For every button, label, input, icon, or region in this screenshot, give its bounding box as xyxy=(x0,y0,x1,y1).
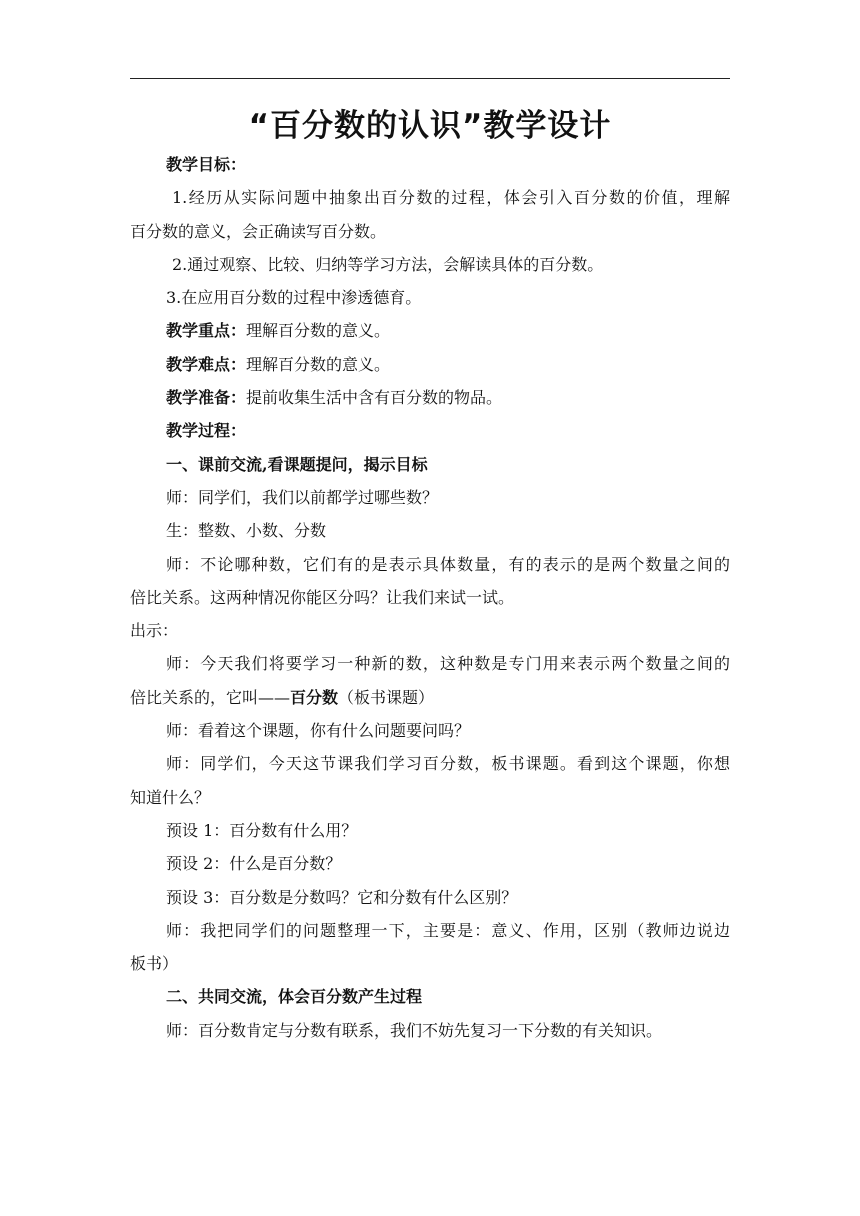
objective-3: 3.在应用百分数的过程中渗透德育。 xyxy=(166,288,422,308)
paragraph: 师：看着这个课题，你有什么问题要问吗？ xyxy=(166,721,471,741)
key-point xyxy=(130,314,730,347)
objective-1-line2: 百分数的意义，会正确读写百分数。 xyxy=(130,221,387,241)
paragraph: 预设 1：百分数有什么用？ xyxy=(166,820,358,840)
process-heading: 教学过程： xyxy=(166,421,247,441)
objective-2: 2.通过观察、比较、归纳等学习方法，会解读具体的百分数。 xyxy=(172,254,604,274)
paragraph-line xyxy=(130,681,730,714)
paragraph: 师：同学们，我们以前都学过哪些数？ xyxy=(166,487,439,507)
paragraph-bold-term: 百分数 xyxy=(290,687,339,707)
objectives-heading: 教学目标： xyxy=(166,155,247,174)
paragraph-line: 知道什么？ xyxy=(130,787,211,807)
preparation xyxy=(130,381,730,414)
paragraph-line: 倍比关系。这两种情况你能区分吗？让我们来试一试。 xyxy=(130,587,515,607)
section-2-heading: 二、共同交流，体会百分数产生过程 xyxy=(166,987,423,1007)
difficulty xyxy=(130,348,730,381)
document-body xyxy=(130,148,730,1047)
difficulty-text: 理解百分数的意义。 xyxy=(246,354,391,374)
paragraph: 师：百分数肯定与分数有联系，我们不妨先复习一下分数的有关知识。 xyxy=(166,1020,663,1040)
key-point-label: 教学重点： xyxy=(166,321,247,341)
paragraph: 生：整数、小数、分数 xyxy=(166,521,327,541)
paragraph-text: 倍比关系的，它叫—— xyxy=(130,687,291,707)
difficulty-label: 教学难点： xyxy=(166,354,247,374)
key-point-text: 理解百分数的意义。 xyxy=(246,321,391,341)
preparation-label: 教学准备： xyxy=(166,388,247,408)
paragraph: 预设 3：百分数是分数吗？它和分数有什么区别？ xyxy=(166,887,518,907)
paragraph-line: 师：同学们，今天这节课我们学习百分数，板书课题。看到这个课题，你想 xyxy=(166,754,730,774)
paragraph: 预设 2：什么是百分数？ xyxy=(166,854,342,874)
paragraph-text: （板书课题） xyxy=(338,687,435,707)
paragraph-line: 师：今天我们将要学习一种新的数，这种数是专门用来表示两个数量之间的 xyxy=(166,654,730,674)
preparation-text: 提前收集生活中含有百分数的物品。 xyxy=(246,388,503,408)
objective-1-line1: 1.经历从实际问题中抽象出百分数的过程，体会引入百分数的价值，理解 xyxy=(172,188,730,208)
paragraph-line: 板书） xyxy=(130,954,179,974)
paragraph-line: 师：我把同学们的问题整理一下，主要是：意义、作用，区别（教师边说边 xyxy=(166,920,730,940)
paragraph-line: 师：不论哪种数，它们有的是表示具体数量，有的表示的是两个数量之间的 xyxy=(166,554,730,574)
section-1-heading: 一、课前交流,看课题提问，揭示目标 xyxy=(166,454,428,474)
header-rule xyxy=(130,78,730,79)
document-title: “百分数的认识”教学设计 xyxy=(248,108,612,144)
paragraph: 出示： xyxy=(130,621,179,641)
